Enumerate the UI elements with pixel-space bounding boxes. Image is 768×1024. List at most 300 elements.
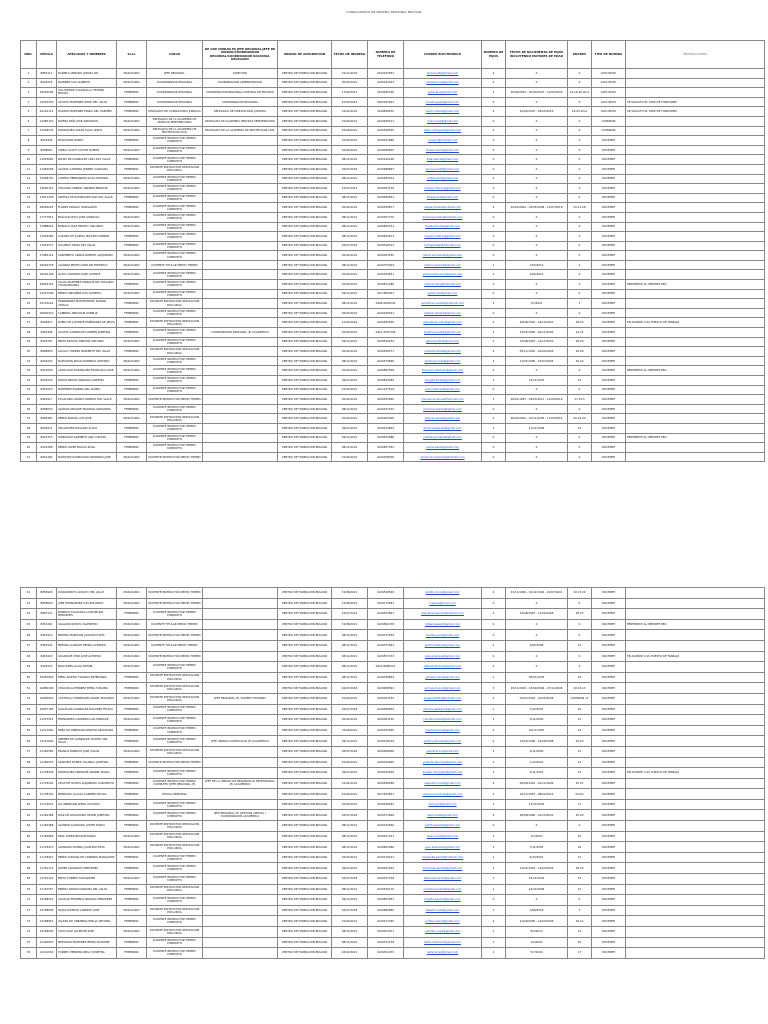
cell-cedula: 11791557 [37,884,57,895]
cell-edades: 0 [568,821,592,832]
cell-hijos: 0 [482,895,506,906]
cell-correo[interactable]: noribeth.alcala@gmail.com [404,347,482,357]
cell-tipo-nomina: DOCENTE [592,662,626,673]
cell-correo[interactable]: juan.alvarado@gmail.com [404,842,482,853]
cell-unidad: CENTRO DE FORMACION BOLIVAR [278,184,332,194]
cell-observaciones [626,423,765,433]
cell-observaciones: SE SOLICITO EL CESE DE FUNCIONES [626,97,765,107]
cell-nro: 6 [21,116,37,126]
cell-correo[interactable]: dolores.gallegos@gmail.com [404,704,482,715]
cell-tipo-nomina: DOCENTE [592,884,626,895]
cell-correo[interactable]: jose.guarique@gmail.com [404,651,482,662]
cell-hijos: 1 [482,884,506,895]
table-row [21,588,765,599]
cell-correo[interactable]: jenny.acosta@gmail.com [404,164,482,174]
cell-correo[interactable]: rafael.bolivares@gmail.com [404,662,482,673]
cell-correo[interactable]: yuritza.gonzalez@gmail.com [404,433,482,443]
cell-jefe-unidad: JEFE UNIDAD CURRICULAR (E) ACADEMICO [203,736,278,747]
cell-jefe-unidad: JEFE REGIONAL (E) GESTION VIRTUAL / COORDINACION ACADEMICA [203,810,278,821]
cell-correo[interactable]: osorio.maria@gmail.com [404,107,482,117]
cell-sexo: FEMENINO [117,423,147,433]
cell-nombre: LOZANO DE GARCIA MAYLEN CARMEN [57,232,117,242]
cell-correo[interactable]: gersonpinto@gmail.com [404,337,482,347]
cell-nro: 43 [21,598,37,609]
cell-cedula: 10690622 [37,693,57,704]
cell-fecha-ingreso: 31/08/2021 [332,725,368,736]
cell-correo[interactable]: ana.martinez@gmail.com [404,385,482,395]
cell-cargo: DOCENTE INSTRUCTOR TIEMPO COMPLETO [147,768,203,779]
cell-unidad: CENTRO DE FORMACION BOLIVAR [278,916,332,927]
cell-fecha-nac-hijos: 6/13/2001 [506,852,568,863]
cell-hijos: 2 [482,640,506,651]
table-row [21,376,765,386]
table-row [21,746,765,757]
cell-fecha-ingreso: 09/11/2021 [332,736,368,747]
cell-correo[interactable]: alexander.pinto@gmail.com [404,874,482,885]
cell-cargo: DOCENTE INSTRUCTOR DEDICACION EXCLUSIVA [147,414,203,424]
column-header-telefono: NUMERO DE TELEFONO [368,41,404,69]
cell-telefono: 4148836070 [368,107,404,117]
cell-nombre: RAMIREZ LUIS ALBERTO [57,78,117,88]
cell-observaciones [626,136,765,146]
cell-observaciones [626,116,765,126]
cell-unidad: CENTRO DE FORMACION BOLIVAR [278,107,332,117]
cell-hijos: 0 [482,308,506,318]
cell-correo[interactable]: trinaguareql@hotmail.com [404,241,482,251]
cell-unidad: CENTRO DE FORMACION BOLIVAR [278,789,332,800]
cell-fecha-ingreso: 01/01/2021 [332,107,368,117]
cell-nombre: CABRERA ABRAHAM LISBELIZ [57,308,117,318]
cell-correo[interactable]: domingo.rivas@gmail.com [404,356,482,366]
cell-sexo: FEMENINO [117,863,147,874]
table-row [21,174,765,184]
cell-correo[interactable]: lisbeliz.cabrera@gmail.com [404,308,482,318]
cell-telefono: 4126674986 [368,433,404,443]
cell-jefe-unidad [203,385,278,395]
cell-correo[interactable]: ramirez.luis@gmail.com [404,78,482,88]
cell-unidad: CENTRO DE FORMACION BOLIVAR [278,736,332,747]
cell-correo[interactable]: lidia.palma@gmail.com [404,155,482,165]
cell-observaciones [626,704,765,715]
cell-edades: 20 [568,831,592,842]
cell-edades: 18-15-13 [568,683,592,694]
cell-cedula: 18092478 [37,260,57,270]
cell-correo[interactable]: andres.chacon@gmail.com [404,184,482,194]
cell-telefono: 4145192190 [368,155,404,165]
cell-correo[interactable]: maritza.pena@gmail.com [404,725,482,736]
cell-cargo: DOCENTE INSTRUCTOR DEDICACION EXCLUSIVA [147,821,203,832]
cell-sexo: MASCULINO [117,116,147,126]
cell-cedula: 11184889 [37,831,57,842]
cell-unidad: CENTRO DE FORMACION BOLIVAR [278,640,332,651]
cell-fecha-nac-hijos: 10/17/1997 [506,725,568,736]
cell-nro: 68 [21,863,37,874]
cell-correo[interactable]: isamarhernandez@hotmail.com [404,299,482,309]
cell-edades: 0 [568,404,592,414]
cell-correo[interactable]: josefina.acosta@gmail.com [404,328,482,338]
table-row [21,810,765,821]
cell-fecha-ingreso: 02/07/2018 [332,241,368,251]
cell-cargo: DOCENTE TITULAR MEDIO TIEMPO [147,260,203,270]
cell-tipo-nomina: DOCENTE [592,715,626,726]
cell-telefono: 4126258877 [368,203,404,213]
cell-hijos: 3 [482,789,506,800]
cell-sexo: MASCULINO [117,174,147,184]
cell-telefono: 4126638371 [368,347,404,357]
cell-tipo-nomina: DOCENTE [592,193,626,203]
cell-edades: 20-11-08 [568,203,592,213]
cell-tipo-nomina: DOCENTE [592,948,626,959]
cell-telefono: 4126820728 [368,619,404,630]
cell-correo[interactable]: shina.gil@gmail.com [404,799,482,810]
cell-correo[interactable]: nulvia.perez@gmail.com [404,443,482,453]
cell-jefe-unidad [203,609,278,620]
cell-telefono: 4126302185 [368,251,404,261]
column-header-nro: NRO. [21,41,37,69]
cell-nro: 10 [21,155,37,165]
cell-fecha-nac-hijos: 05/06/2004 - 30/03/2007 - 31/05/2009 [506,88,568,98]
cell-observaciones [626,757,765,768]
cell-observaciones [626,778,765,789]
cell-correo[interactable]: carmen.mendoza@gmail.com [404,789,482,800]
table-row [21,404,765,414]
cell-correo[interactable]: margarita.perez@hotmail.com [404,852,482,863]
cell-correo[interactable]: robert.sarmiento@gmail.com [404,251,482,261]
cell-fecha-ingreso: 01/04/2021 [332,778,368,789]
table-row [21,948,765,959]
cell-nro: 17 [21,222,37,232]
cell-nombre: FERNANDEZ CARREÑO LUIS ENRIQUE [57,715,117,726]
cell-correo[interactable]: josevicente.olivo@gmail.com [404,270,482,280]
cell-correo[interactable]: alicia.velazquez@gmail.com [404,423,482,433]
cell-correo[interactable]: manuel.eccalona@hotmail.com [404,395,482,405]
cell-correo[interactable]: mariana.avarias@gmail.com [404,404,482,414]
cell-fecha-nac-hijos: 0 [506,280,568,290]
cell-observaciones [626,452,765,462]
cell-jefe-unidad [203,251,278,261]
cell-unidad: CENTRO DE FORMACION BOLIVAR [278,588,332,599]
cell-cedula: 8882111 [37,69,57,79]
cell-hijos: 3 [482,356,506,366]
cell-cedula: 18202128 [37,270,57,280]
cell-fecha-nac-hijos: 12/11/1997 [506,376,568,386]
cell-nro: 9 [21,145,37,155]
cell-tipo-nomina: DOCENTE [592,736,626,747]
cell-nro: 52 [21,693,37,704]
cell-sexo: FEMENINO [117,328,147,338]
cell-correo[interactable]: pedro.medina@gmail.com [404,640,482,651]
cell-nombre: VALERA DE URBANEJA EMILIA ANTONIA [57,916,117,927]
cell-tipo-nomina: DOCENTE [592,251,626,261]
cell-fecha-ingreso: 02/02/2021 [332,203,368,213]
cell-correo[interactable]: emilia.valera@gmail.com [404,916,482,927]
cell-telefono: 4126612897 [368,609,404,620]
cell-hijos: 1 [482,376,506,386]
cell-nro: 66 [21,842,37,853]
cell-edades: 0 [568,895,592,906]
cell-correo[interactable]: ortega.ana@gmail.com [404,193,482,203]
cell-unidad: CENTRO DE FORMACION BOLIVAR [278,704,332,715]
cell-correo[interactable]: anabel.rodriguez@gmail.com [404,768,482,779]
cell-correo[interactable]: armando.marquez@hotmail.com [404,452,482,462]
cell-unidad: CENTRO DE FORMACION BOLIVAR [278,69,332,79]
cell-hijos: 1 [482,937,506,948]
cell-correo[interactable]: yelhiny.jimenez@gmail.com [404,736,482,747]
cell-correo[interactable]: freddy.bonillo@gmail.com [404,222,482,232]
cell-cargo: DOCENTE INSTRUCTOR TIEMPO COMPLETO [147,863,203,874]
cell-telefono: 4126337748 [368,874,404,885]
cell-sexo: MASCULINO [117,78,147,88]
cell-hijos: 0 [482,404,506,414]
cell-tipo-nomina: ALTO NIVEL [592,107,626,117]
cell-fecha-ingreso: 02/07/2018 [332,746,368,757]
cell-sexo: MASCULINO [117,270,147,280]
cell-correo[interactable]: bolivar.gonzalo@hotmail.com [404,212,482,222]
cell-correo[interactable]: noreym@hotmail.com [404,136,482,146]
cell-nombre: GONZALEZ GOENECH ANA YURITZA [57,433,117,443]
cell-sexo: FEMENINO [117,884,147,895]
cell-correo[interactable]: angelcastrillo@hotmail.com [404,693,482,704]
cell-cedula: 13871228 [37,193,57,203]
cell-sexo: FEMENINO [117,232,147,242]
cell-cargo: DELEGADO DE LA ACADEMIA DE PROTECCION CIVIL [147,126,203,136]
cell-correo[interactable]: yesenia.v@gmail.com [404,88,482,98]
cell-edades: 29-28 [568,347,592,357]
cell-cargo: DOCENTE INSTRUCTOR DEDICACION EXCLUSIVA [147,831,203,842]
cell-sexo: FEMENINO [117,810,147,821]
cell-jefe-unidad [203,241,278,251]
cell-jefe-unidad [203,916,278,927]
cell-fecha-nac-hijos: 12/12/2006 [506,884,568,895]
cell-nro: 8 [21,136,37,146]
cell-cargo: DOCENTE INSTRUCTOR TIEMPO COMPLETO [147,136,203,146]
cell-telefono: 4126331005 [368,725,404,736]
cell-jefe-unidad: DIRECTOR [203,69,278,79]
cell-hijos: 3 [482,395,506,405]
cell-correo[interactable]: margira.farias@gmail.com [404,376,482,386]
cell-correo[interactable]: julianfranco@gmail.com [404,746,482,757]
cell-observaciones [626,289,765,299]
cell-correo[interactable]: marlon.alvarez@gmail.com [404,260,482,270]
cell-hijos: 1 [482,704,506,715]
cell-correo[interactable]: brigida.aguilar@gmail.com [404,895,482,906]
cell-fecha-ingreso: 09/11/2021 [332,423,368,433]
cell-observaciones [626,683,765,694]
cell-nombre: AGUILAR FERRERAL BRIGIDA MERCEDES [57,895,117,906]
cell-hijos: 0 [482,251,506,261]
cell-correo[interactable]: alberto.rojas@gmail.com [404,905,482,916]
cell-tipo-nomina: DOCENTE [592,852,626,863]
cell-tipo-nomina: DOCENTE [592,155,626,165]
cell-correo[interactable]: rafael.salazar@gmail.com [404,619,482,630]
cell-nombre: ALCALA TORRES NORIBETH DEL VALLE [57,347,117,357]
cell-edades: 0 [568,232,592,242]
cell-nro: 20 [21,251,37,261]
cell-correo[interactable]: acosta.gege@gmail.com [404,97,482,107]
cell-fecha-nac-hijos: 12/01/1993 - 14/03/2005 [506,863,568,874]
cell-edades: 28-16 [568,863,592,874]
table-row [21,821,765,832]
cell-telefono: 4126598028 [368,778,404,789]
cell-fecha-ingreso: 01/02/2021 [332,136,368,146]
cell-telefono: 4122456271 [368,116,404,126]
cell-edades: 1 [568,299,592,309]
cell-observaciones [626,193,765,203]
cell-telefono: 4126727839 [368,630,404,641]
table-row [21,842,765,853]
table-row [21,155,765,165]
table-row [21,222,765,232]
cell-fecha-nac-hijos: 0 [506,821,568,832]
cell-fecha-ingreso: 08/11/2021 [332,927,368,938]
cell-fecha-ingreso: 02/07/2018 [332,810,368,821]
cell-jefe-unidad [203,376,278,386]
cell-unidad: CENTRO DE FORMACION BOLIVAR [278,874,332,885]
cell-jefe-unidad [203,308,278,318]
cell-nro: 74 [21,927,37,938]
cell-correo[interactable]: perez.luis@gmail.com [404,289,482,299]
cell-nro: 56 [21,736,37,747]
cell-cedula: 8887121 [37,609,57,620]
column-header-unidad: UNIDAD DE ADSCRIPCION [278,41,332,69]
cell-fecha-nac-hijos: 0 [506,174,568,184]
cell-sexo: FEMENINO [117,107,147,117]
cell-unidad: CENTRO DE FORMACION BOLIVAR [278,366,332,376]
cell-correo[interactable]: adolfo.duran@gmail.com [404,588,482,599]
cell-jefe-unidad [203,232,278,242]
cell-fecha-ingreso: 01/02/2021 [332,385,368,395]
cell-cedula: 11182388 [37,810,57,821]
table-row [21,778,765,789]
cell-correo[interactable]: bolivar.jefe@gmail.com [404,69,482,79]
cell-cargo: DOCENTE INSTRUCTOR MEDIO TIEMPO [147,630,203,641]
cell-cedula: 11178927 [37,852,57,863]
cell-correo[interactable]: judith.alvarez@gmail.com [404,821,482,832]
cell-nro: 32 [21,366,37,376]
cell-cedula: 8858020 [37,598,57,609]
cell-cargo: DOCENTE INSTRUCTOR TIEMPO COMPLETO [147,385,203,395]
cell-tipo-nomina: DOCENTE [592,630,626,641]
cell-sexo: MASCULINO [117,222,147,232]
cell-hijos: 3 [482,683,506,694]
cell-jefe-unidad [203,145,278,155]
cell-cedula: 11178970 [37,842,57,853]
table-row [21,88,765,98]
cell-unidad: CENTRO DE FORMACION BOLIVAR [278,404,332,414]
cell-jefe-unidad: COORDINACION REGIONAL [203,97,278,107]
cell-edades: 20 [568,937,592,948]
cell-correo[interactable]: mariana.pineda@gmail.com [404,884,482,895]
cell-fecha-nac-hijos: 1/1/2002 [506,831,568,842]
cell-correo[interactable]: ysmaria.riera@gmail.com [404,672,482,683]
cell-fecha-nac-hijos: 1/2/2002 [506,937,568,948]
cell-correo[interactable]: mariluz.ulloa@hotmail.com [404,280,482,290]
cell-fecha-ingreso: 09/11/2021 [332,289,368,299]
cell-tipo-nomina: DOCENTE [592,831,626,842]
cell-telefono: 4126271395 [368,916,404,927]
cell-correo[interactable]: berta.medrano@gmail.com [404,937,482,948]
cell-observaciones [626,78,765,88]
cell-unidad: CENTRO DE FORMACION BOLIVAR [278,385,332,395]
cell-unidad: CENTRO DE FORMACION BOLIVAR [278,260,332,270]
cell-correo[interactable]: emma.chacon@gmail.com [404,683,482,694]
cell-jefe-unidad [203,423,278,433]
cell-cedula: 8868850 [37,347,57,357]
cell-correo[interactable]: luisjose.perez@gmail.com [404,414,482,424]
table-row [21,609,765,620]
cell-nro: 13 [21,184,37,194]
cell-correo[interactable]: helen.diaz@gmail.com [404,810,482,821]
cell-correo[interactable]: esperanza.rubio@gmail.com [404,318,482,328]
cell-tipo-nomina: DOCENTE [592,136,626,146]
cell-correo[interactable]: francisco.alzolivar@gmail.com [404,366,482,376]
cell-tipo-nomina: DOCENTE [592,799,626,810]
cell-cargo: DOCENTE INSTRUCTOR TIEMPO COMPLETO [147,916,203,927]
cell-cargo: DOCENTE INSTRUCTOR DEDICACION EXCLUSIVA [147,318,203,328]
cell-nombre: JAIMEZ ALVARADO MERCEDES [57,863,117,874]
cell-telefono: 4126010690 [368,757,404,768]
cell-edades: 17 [568,799,592,810]
cell-fecha-ingreso: 01/11/2002 [332,69,368,79]
cell-correo[interactable]: medina.juan@gmail.com [404,630,482,641]
cell-correo[interactable]: magaly.flores@hotmail.com [404,203,482,213]
cell-nombre: PEREZ CUMANA DE CARRERO MARGARITA [57,852,117,863]
cell-edades: 24 [568,376,592,386]
cell-correo[interactable]: nelly.torres@gmail.com [404,948,482,959]
cell-fecha-nac-hijos: 0 [506,630,568,641]
cell-tipo-nomina: DOCENTE [592,651,626,662]
cell-correo[interactable]: valentin.cova@gmail.com [404,927,482,938]
cell-fecha-nac-hijos: 7/12/2001 [506,757,568,768]
cell-correo[interactable]: mercedes.jaimez@gmail.com [404,863,482,874]
cell-edades: 0 [568,69,592,79]
cell-nombre: PINTO BATISTA GERSON ANTONIO [57,337,117,347]
cell-correo[interactable]: cortez.julio@gmail.com [404,174,482,184]
cell-nombre: FLORES MADGLY MARGARITA [57,203,117,213]
cell-fecha-nac-hijos: 14/08/1993 - 11/06/1998 [506,609,568,620]
cell-fecha-ingreso: 10/02/2021 [332,789,368,800]
cell-correo[interactable]: isaac.rodriguez@gmail.com [404,126,482,136]
cell-nombre: FRANCO BARRIOS JOSE JULIAN [57,746,117,757]
cell-sexo: FEMENINO [117,736,147,747]
cell-correo[interactable]: yolanda.sanchez@gmail.com [404,757,482,768]
cell-cargo: DOCENTE INSTRUCTOR TIEMPO COMPLETO [147,155,203,165]
cell-sexo: FEMENINO [117,704,147,715]
cell-tipo-nomina: DOCENTE [592,222,626,232]
cell-jefe-unidad [203,184,278,194]
cell-fecha-nac-hijos: 01/11/1990 - 01/12/1994 - 20/07/2001 [506,588,568,599]
cell-cargo: COORDINADOR REGIONAL [147,78,203,88]
cell-nombre: TORRES HERRERA NELLY JOSEFINA [57,948,117,959]
cell-correo[interactable]: maylen.lozano@gmail.com [404,232,482,242]
cell-correo[interactable]: nelson.real@gmail.com [404,831,482,842]
cell-correo[interactable]: miguelina.barrios@hotmail.com [404,609,482,620]
cell-correo[interactable]: visbal.victor@gmail.com [404,145,482,155]
cell-nombre: OSORIO MARTINEZ MARIA DEL CARMEN [57,107,117,117]
cell-hijos: 0 [482,443,506,453]
cell-unidad: CENTRO DE FORMACION BOLIVAR [278,799,332,810]
cell-fecha-ingreso: 02/07/2018 [332,905,368,916]
cell-tipo-nomina: DOCENTE [592,452,626,462]
cell-correo[interactable]: alejandra.celis@gmail.com [404,778,482,789]
cell-fecha-ingreso: 08/11/2021 [332,842,368,853]
cell-cargo: DOCENTE INSTRUCTOR TIEMPO COMPLETO [147,852,203,863]
cell-correo[interactable]: luis.fernandez@hotmail.com [404,715,482,726]
cell-fecha-nac-hijos: 3/02/1998 [506,640,568,651]
cell-correo[interactable]: luisjure@gmail.com [404,598,482,609]
cell-correo[interactable]: rivero.jose@gmail.com [404,116,482,126]
cell-fecha-nac-hijos: 11/07/1996 - 15/07/2005 [506,356,568,366]
